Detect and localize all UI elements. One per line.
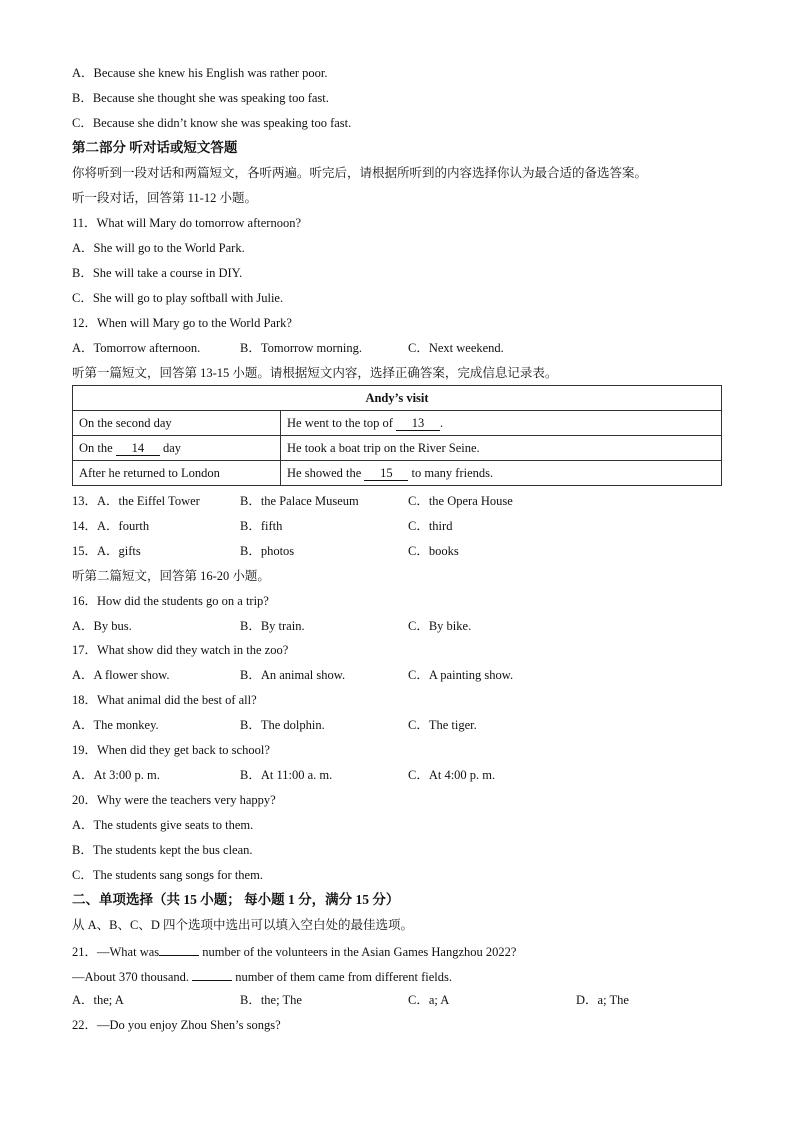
table-row [73,411,722,436]
q14-option-b: B．fifth [240,519,283,533]
passage1-intro: 听第一篇短文，回答第 13-15 小题。请根据短文内容，选择正确答案，完成信息记录表。 [72,366,558,380]
cell-text: to many friends. [408,465,494,480]
q17-stem: 17．What show did they watch in the zoo? [72,643,289,657]
blank-13: 13 [396,416,440,431]
q17-option-c: C．A painting show. [408,668,514,682]
table-row [73,436,722,461]
q16-option-c: C．By bike. [408,619,472,633]
q12-option-b: B．Tomorrow morning. [240,341,363,355]
q18-stem: 18．What animal did the best of all? [72,693,257,707]
q13-option-c: C．the Opera House [408,494,513,508]
q21-option-a: A．the; A [72,993,124,1007]
q21-option-c: C．a; A [408,993,450,1007]
table-cell [281,411,722,436]
cell-text: . [440,415,444,430]
q19-option-b: B．At 11:00 a. m. [240,768,333,782]
q17-option-a: A．A flower show. [72,668,170,682]
q14-option-a: 14．A．fourth [72,519,150,533]
q21-option-b: B．the; The [240,993,302,1007]
q12-option-c: C．Next weekend. [408,341,504,355]
q21-text: number of them came from different fields. [232,970,452,984]
q19-option-a: A．At 3:00 p. m. [72,768,160,782]
q15-option-b: B．photos [240,544,295,558]
q13-option-a: 13．A．the Eiffel Tower [72,494,200,508]
cell-text: He showed the [287,465,365,480]
q14-option-c: C．third [408,519,453,533]
q22-stem: 22．—Do you enjoy Zhou Shen’s songs? [72,1018,281,1032]
info-record-table [72,385,722,486]
table-title: Andy’s visit [73,386,722,411]
part2-instruction: 你将听到一段对话和两篇短文，各听两遍。听完后，请根据所听到的内容选择你认为最合适的备选答案。 [72,166,648,180]
table-row [73,461,722,486]
cell-text: On the [79,440,116,455]
q20-option-c: C．The students sang songs for them. [72,868,263,882]
prev-option-c: C．Because she didn’t know she was speaking too fast. [72,116,352,130]
q18-option-b: B．The dolphin. [240,718,325,732]
q11-option-a: A．She will go to the World Park. [72,241,245,255]
cell-text: He went to the top of [287,415,397,430]
q11-stem: 11．What will Mary do tomorrow afternoon? [72,216,301,230]
q15-option-c: C．books [408,544,459,558]
q16-stem: 16．How did the students go on a trip? [72,594,269,608]
q21-line1 [72,942,516,960]
q21-text: 21．—What was [72,945,160,959]
section2-title: 二、单项选择（共 15 小题； 每小题 1 分，满分 15 分） [72,892,400,907]
q21-option-d: D．a; The [576,993,629,1007]
prev-option-a: A．Because she knew his English was rather poor. [72,66,328,80]
q21-blank-2 [192,967,232,981]
q21-text: —About 370 thousand. [72,970,193,984]
passage2-intro: 听第二篇短文，回答第 16-20 小题。 [72,569,270,583]
q20-stem: 20．Why were the teachers very happy? [72,793,276,807]
q18-option-c: C．The tiger. [408,718,477,732]
q17-option-b: B．An animal show. [240,668,346,682]
table-cell: After he returned to London [73,461,281,486]
table-cell [281,461,722,486]
cell-text: day [159,440,181,455]
q12-option-a: A．Tomorrow afternoon. [72,341,201,355]
q13-option-b: B．the Palace Museum [240,494,359,508]
q11-option-c: C．She will go to play softball with Julie. [72,291,284,305]
blank-15: 15 [364,466,408,481]
q15-option-a: 15．A．gifts [72,544,141,558]
q21-text: number of the volunteers in the Asian Games Hangzhou 2022? [199,945,517,959]
table-cell: He took a boat trip on the River Seine. [281,436,722,461]
q20-option-a: A．The students give seats to them. [72,818,254,832]
q16-option-b: B．By train. [240,619,305,633]
dialog-intro: 听一段对话，回答第 11-12 小题。 [72,191,257,205]
q18-option-a: A．The monkey. [72,718,159,732]
q12-stem: 12．When will Mary go to the World Park? [72,316,292,330]
q21-blank-1 [159,942,199,956]
part2-title: 第二部分 听对话或短文答题 [72,140,238,155]
q19-option-c: C．At 4:00 p. m. [408,768,496,782]
q11-option-b: B．She will take a course in DIY. [72,266,243,280]
table-cell [73,436,281,461]
table-cell: On the second day [73,411,281,436]
q20-option-b: B．The students kept the bus clean. [72,843,253,857]
q19-stem: 19．When did they get back to school? [72,743,270,757]
blank-14: 14 [116,441,160,456]
q21-line2 [72,967,452,985]
q16-option-a: A．By bus. [72,619,132,633]
section2-instruction: 从 A、B、C、D 四个选项中选出可以填入空白处的最佳选项。 [72,918,413,932]
prev-option-b: B．Because she thought she was speaking too fast. [72,91,329,105]
